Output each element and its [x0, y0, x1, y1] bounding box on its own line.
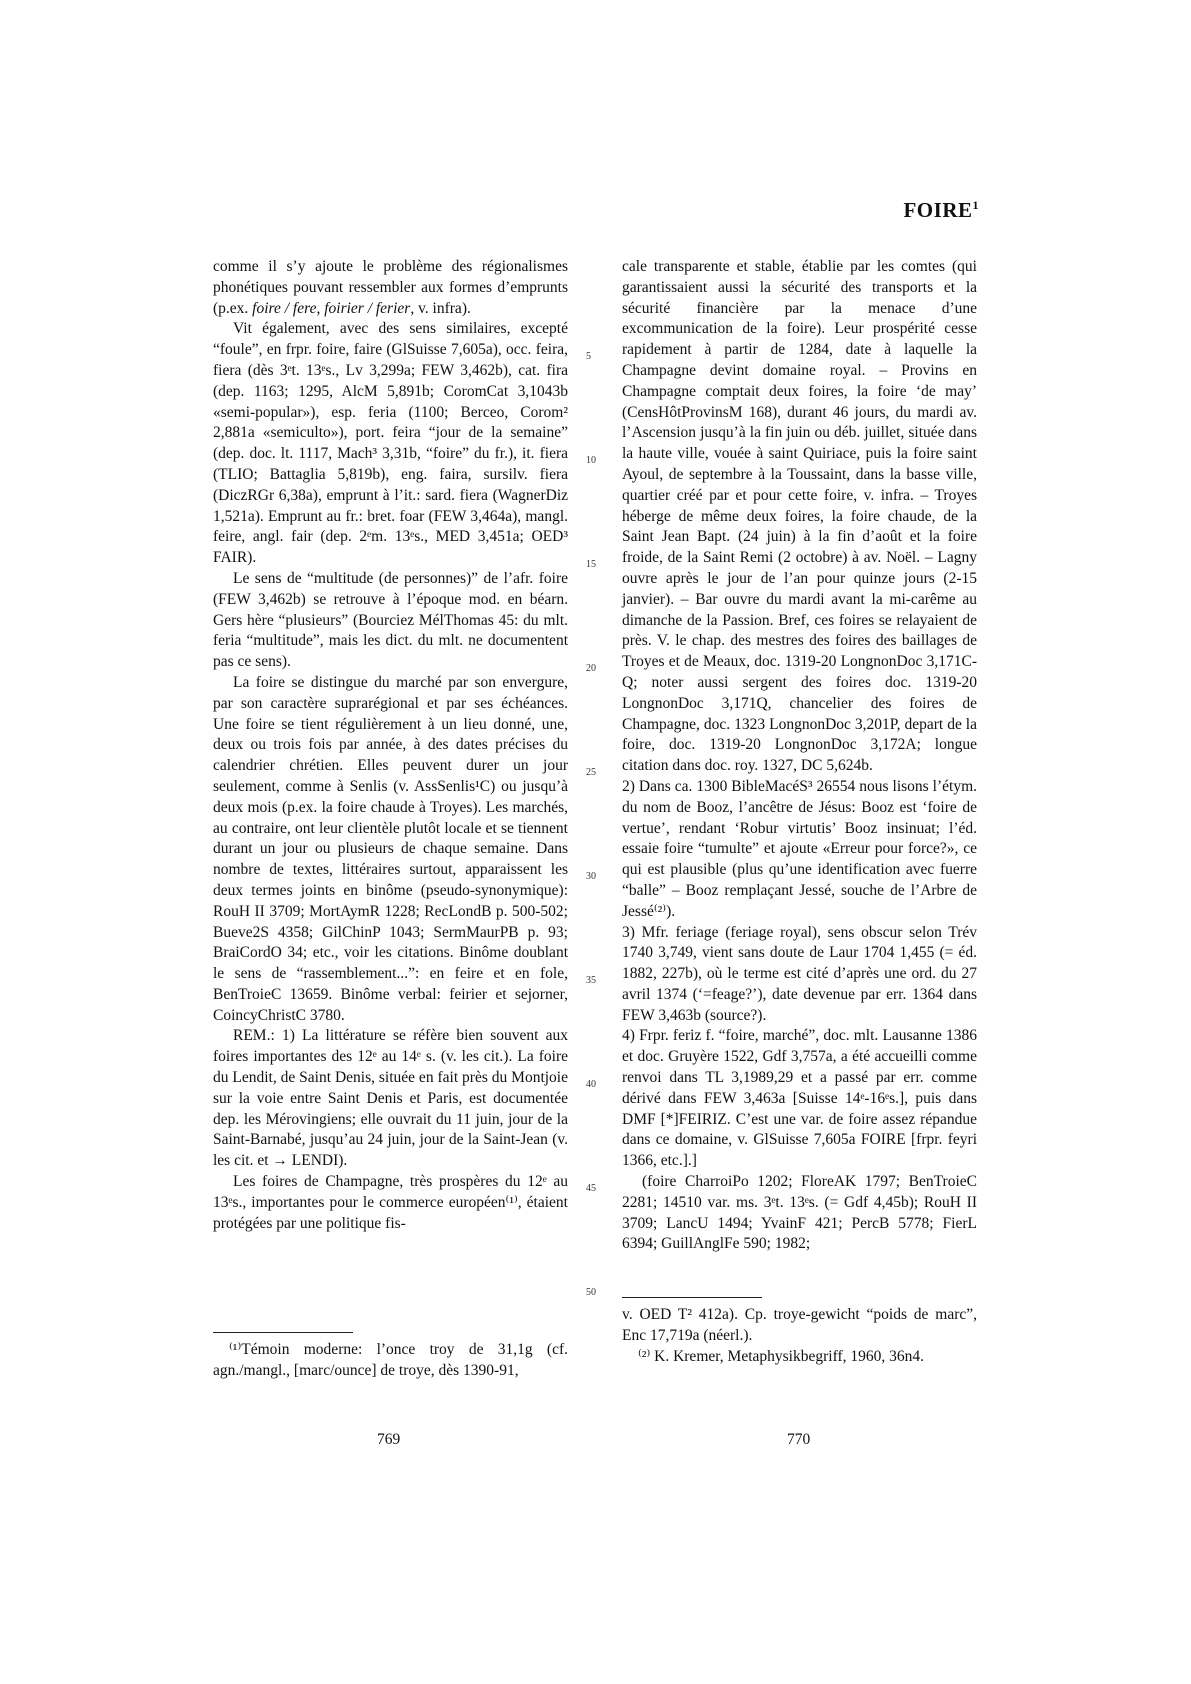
line-number: 40	[586, 1079, 596, 1090]
line-number: 50	[586, 1287, 596, 1298]
right-paragraph-4: 4) Frpr. feriz f. “foire, marché”, doc. mlt. Lausanne 1386 et doc. Gruyère 1522, Gdf 3,757a, a été accueilli comme renvoi dans TL 3,1989,29 et a passé par err. comme dérivé dans FEW 3,463a [Suisse 14ᵉ-16ᵉs.], puis dans DMF [*]FEIRIZ. C’est une var. de foire assez répandue dans ce domaine, v. GlSuisse 7,605a FOIRE [frpr. feyri 1366, etc.].]	[622, 1027, 977, 1170]
right-column	[622, 257, 977, 1255]
line-number: 15	[586, 559, 596, 570]
right-paragraph-1: cale transparente et stable, établie par les comtes (qui garantissaient aussi la sécurité des transports et la sécurité financière par la menace d’une excommunication de la foire). Leur prospérité cesse rapidement à partir de 1284, date à laquelle la Champagne devint domaine royal. – Provins en Champagne comptait deux foires, la foire ‘de may’ (CensHôtProvinsM 168), durant 46 jours, du mardi av. l’Ascension jusqu’à la fin juin ou déb. juillet, située dans la haute ville, vouée à saint Quiriace, puis la foire saint Ayoul, de septembre à la Toussaint, dans la basse ville, quartier créé par et pour cette foire, v. infra. – Troyes héberge de même deux foires, la foire chaude, de la Saint Jean Bapt. (24 juin) à la fin d’août et la foire froide, de la Saint Remi (2 octobre) à av. Noël. – Lagny ouvre après le jour de l’an pour quinze jours (2-15 janvier). – Bar ouvre du mardi avant la mi-carême au dimanche de la Passion. Bref, ces foires se relayaient de près. V. le chap. des mestres des foires des baillages de Troyes et de Meaux, doc. 1319-20 LongnonDoc 3,171C-Q; noter aussi sergent des foires doc. 1319-20 LongnonDoc 3,171Q, chancelier des foires de Champagne, doc. 1323 LongnonDoc 3,201P, depart de la foire, doc. 1319-20 LongnonDoc 3,172A; longue citation dans doc. roy. 1327, DC 5,624b.	[622, 258, 977, 775]
left-paragraph-6: Les foires de Champagne, très prospères du 12ᵉ au 13ᵉs., importantes pour le commerce européen⁽¹⁾, étaient protégées par une politique fis-	[213, 1173, 568, 1232]
left-paragraph-1: comme il s’y ajoute le problème des régionalismes phonétiques pouvant ressembler aux formes d’emprunts (p.ex. foire / fere, foirier / ferier, v. infra).	[213, 258, 568, 317]
footnote-1: ⁽¹⁾Témoin moderne: l’once troy de 31,1g (cf. agn./mangl., [marc/ounce] de troye, dès 1390-91,	[213, 1341, 568, 1379]
line-number: 10	[586, 455, 596, 466]
left-paragraph-rem: REM.: 1) La littérature se réfère bien souvent aux foires importantes des 12ᵉ au 14ᵉ s. (v. les cit.). La foire du Lendit, de Saint Denis, située en fait près du Montjoie sur la voie entre Saint Denis et Paris, est documentée dep. les Mérovingiens; elle ouvrait du 11 juin, jour de la Saint-Barnabé, jusqu’au 24 juin, jour de la Saint-Jean (v. les cit. et → LENDI).	[213, 1027, 568, 1170]
footnote-2: ⁽²⁾ K. Kremer, Metaphysikbegriff, 1960, 36n4.	[638, 1347, 924, 1365]
line-number: 45	[586, 1183, 596, 1194]
footnote-rule-right	[622, 1297, 762, 1298]
right-paragraph-3: 3) Mfr. feriage (feriage royal), sens obscur selon Trév 1740 3,749, vient sans doute de Laur 1704 1,455 (= éd. 1882, 227b), où le terme est cité d’après une ord. du 27 avril 1374 (‘=feage?’), date devenue par err. 1364 dans FEW 3,463b (source?).	[622, 923, 977, 1024]
page-number-right: 770	[787, 1431, 811, 1448]
footnote-rule-left	[213, 1332, 353, 1333]
left-paragraph-4: La foire se distingue du marché par son envergure, par son caractère suprarégional et par ses échéances. Une foire se tient régulièrement à un lieu donné, une, deux ou trois fois par année, à des dates précises du calendrier chrétien. Elles peuvent durer un jour seulement, comme à Senlis (v. AssSenlis¹C) ou jusqu’à deux mois (p.ex. la foire chaude à Troyes). Les marchés, au contraire, ont leur clientèle plutôt locale et se tiennent durant un jour ou plusieurs de chaque semaine. Dans nombre de textes, littéraires surtout, apparaissent les deux termes joints en binôme (pseudo-synonymique): RouH II 3709; MortAymR 1228; RecLondB p. 500-502; Bueve2S 4358; GilChinP 1043; SermMaurPB p. 93; BraiCordO 34; etc., voir les citations. Binôme doublant le sens de “rassemblement...”: en feire et en fole, BenTroieC 13659. Binôme verbal: feirier et sejorner, CoincyChristC 3780.	[213, 673, 568, 1024]
line-number: 30	[586, 871, 596, 882]
left-column	[213, 257, 568, 1234]
headword: FOIRE$^1$	[903, 198, 979, 222]
footnote-left	[213, 1340, 568, 1382]
right-paragraph-2: 2) Dans ca. 1300 BibleMacéS³ 26554 nous lisons l’étym. du nom de Booz, l’ancêtre de Jésus: Booz est ‘foire de vertue’, rendant ‘Robur virtutis’ Booz insinuat; l’éd. essaie foire “tumulte” et ajoute «Erreur pour force?», ce qui est plausible (plus qu’une identification avec fuerre “balle” – Booz remplaçant Jessé, souche de l’Arbre de Jessé⁽²⁾).	[622, 777, 977, 920]
line-number: 35	[586, 975, 596, 986]
page-number-left: 769	[377, 1431, 401, 1448]
line-number: 20	[586, 663, 596, 674]
right-paragraph-5: (foire CharroiPo 1202; FloreAK 1797; BenTroieC 2281; 14510 var. ms. 3ᵉt. 13ᵉs. (= Gdf 4,45b); RouH II 3709; LancU 1494; YvainF 421; PercB 5778; FierL 6394; GuillAnglFe 590; 1982;	[622, 1173, 977, 1253]
line-number: 5	[586, 351, 591, 362]
footnote-right	[622, 1305, 977, 1367]
headword-superscript: 1	[972, 198, 979, 212]
left-paragraph-2: Vit également, avec des sens similaires, excepté “foule”, en frpr. foire, faire (GlSuisse 7,605a), occ. feira, fiera (dès 3ᵉt. 13ᵉs., Lv 3,299a; FEW 3,462b), cat. fira (dep. 1163; 1295, AlcM 5,891b; CoromCat 3,1043b «semi-popular»), esp. feria (1100; Berceo, Corom² 2,881a «semiculto»), port. feira “jour de la semaine” (dep. doc. lt. 1117, Mach³ 3,31b, “foire” du fr.), it. fiera (TLIO; Battaglia 5,819b), eng. faira, sursilv. fiera (DiczRGr 6,38a), emprunt à l’it.: sard. fiera (WagnerDiz 1,521a). Emprunt au fr.: bret. foar (FEW 3,464a), mangl. feire, angl. fair (dep. 2ᵉm. 13ᵉs., MED 3,451a; OED³ FAIR).	[213, 320, 568, 567]
left-paragraph-3: Le sens de “multitude (de personnes)” de l’afr. foire (FEW 3,462b) se retrouve à l’époque mod. en béarn. Gers hère “plusieurs” (Bourciez MélThomas 45: du mlt. feria “multitude”, mais les dict. du mlt. ne documentent pas ce sens).	[213, 569, 568, 671]
line-number: 25	[586, 767, 596, 778]
footnote-1-continued: v. OED T² 412a). Cp. troye-gewicht “poids de marc”, Enc 17,719a (néerl.).	[622, 1306, 977, 1344]
